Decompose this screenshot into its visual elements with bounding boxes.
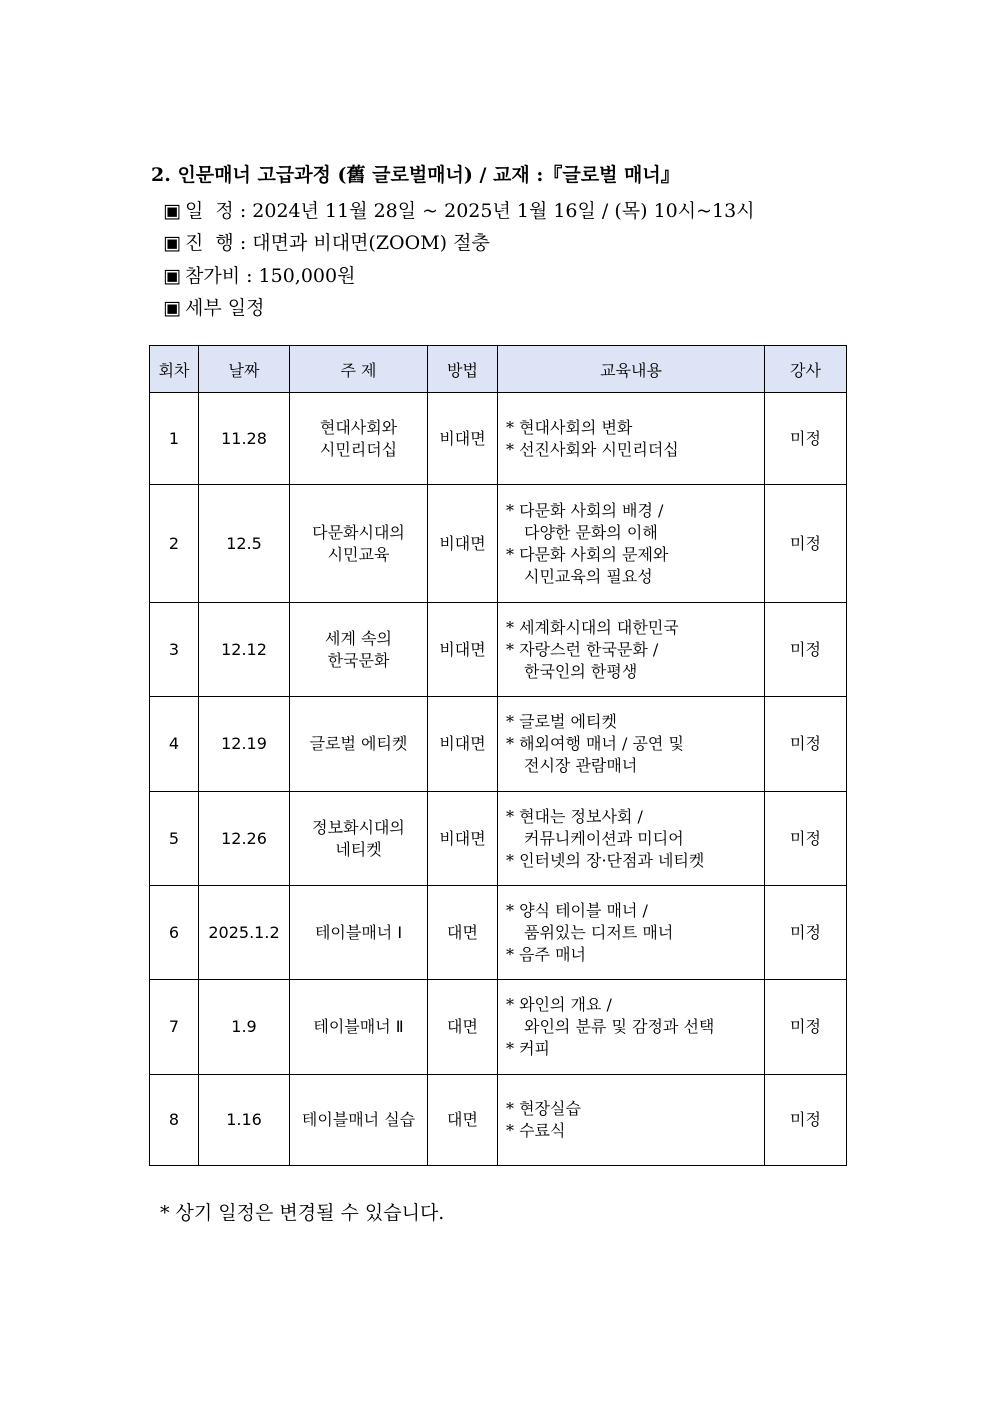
table-row: [150, 603, 847, 697]
table-row: [150, 1075, 847, 1166]
asterisk-bullet: *: [506, 1099, 514, 1118]
schedule-table: [149, 345, 847, 1166]
content-text: 다양한 문화의 이해: [524, 522, 658, 542]
content-item: [506, 994, 764, 1038]
content-cell: [498, 886, 765, 980]
content-item: [506, 711, 764, 733]
topic-line: 한국문화: [327, 650, 390, 670]
content-text: 다문화 사회의 문제와: [519, 544, 669, 564]
content-item: [506, 850, 764, 872]
square-bullet-icon: ▣: [163, 200, 181, 222]
content-cell: [498, 980, 765, 1075]
header-method: 방법: [428, 346, 498, 393]
session-cell: 4: [150, 697, 199, 792]
info-detail: [163, 293, 264, 320]
table-row: [150, 697, 847, 792]
method-cell: 비대면: [428, 603, 498, 697]
method-cell: 대면: [428, 1075, 498, 1166]
asterisk-bullet: *: [506, 1121, 514, 1140]
content-cell: [498, 485, 765, 603]
asterisk-bullet: *: [506, 639, 514, 659]
asterisk-bullet: *: [506, 995, 514, 1014]
content-item: [506, 500, 764, 544]
content-cell: [498, 1075, 765, 1166]
instructor-cell: 미정: [765, 697, 847, 792]
header-topic: 주 제: [290, 346, 428, 393]
content-text: 선진사회와 시민리더십: [519, 439, 679, 459]
header-date: 날짜: [199, 346, 290, 393]
footnote: * 상기 일정은 변경될 수 있습니다.: [160, 1202, 445, 1224]
topic-line: 글로벌 에티켓: [309, 734, 408, 753]
content-text: 글로벌 에티켓: [519, 712, 617, 731]
content-item: [506, 439, 764, 461]
topic-line: 네티켓: [335, 839, 382, 859]
asterisk-bullet: *: [506, 417, 514, 437]
content-text: 현대는 정보사회 /: [519, 806, 643, 826]
info-detail-text: 세부 일정: [185, 297, 265, 319]
topic-line: 시민교육: [327, 544, 390, 564]
content-text: 시민교육의 필요성: [524, 566, 653, 586]
content-item: [506, 417, 764, 439]
content-text: 와인의 분류 및 감정과 선택: [524, 1017, 715, 1036]
date-cell: 12.26: [199, 792, 290, 886]
content-text: 품위있는 디저트 매너: [524, 922, 674, 942]
content-text: 전시장 관람매너: [524, 756, 638, 775]
instructor-cell: 미정: [765, 886, 847, 980]
info-fee: [163, 261, 355, 288]
method-cell: 대면: [428, 980, 498, 1075]
date-cell: 2025.1.2: [199, 886, 290, 980]
topic-cell: [290, 393, 428, 485]
content-text: 양식 테이블 매너 /: [519, 900, 648, 920]
info-progress: [163, 228, 490, 255]
topic-line: 세계 속의: [325, 628, 392, 648]
content-item: [506, 806, 764, 850]
info-fee-text: 참가비 : 150,000원: [185, 265, 356, 287]
topic-line: 테이블매너 Ⅱ: [313, 1017, 404, 1036]
session-cell: 5: [150, 792, 199, 886]
method-cell: 비대면: [428, 393, 498, 485]
content-cell: [498, 792, 765, 886]
asterisk-bullet: *: [506, 734, 514, 753]
content-item: [506, 1038, 764, 1060]
date-cell: 12.5: [199, 485, 290, 603]
asterisk-bullet: *: [506, 712, 514, 731]
topic-line: 테이블매너 실습: [301, 1110, 416, 1129]
content-text: 한국인의 한평생: [524, 661, 638, 681]
topic-cell: [290, 603, 428, 697]
instructor-cell: 미정: [765, 485, 847, 603]
content-text: 음주 매너: [519, 944, 587, 964]
table-row: [150, 485, 847, 603]
square-bullet-icon: ▣: [163, 297, 181, 319]
topic-cell: [290, 792, 428, 886]
topic-line: 정보화시대의: [312, 817, 405, 837]
square-bullet-icon: ▣: [163, 265, 181, 287]
instructor-cell: 미정: [765, 980, 847, 1075]
topic-cell: [290, 980, 428, 1075]
table-row: [150, 393, 847, 485]
content-text: 커피: [519, 1039, 551, 1058]
topic-cell: [290, 886, 428, 980]
topic-line: 테이블매너 Ⅰ: [314, 922, 403, 942]
session-cell: 7: [150, 980, 199, 1075]
table-row: [150, 980, 847, 1075]
asterisk-bullet: *: [506, 900, 514, 920]
content-cell: [498, 603, 765, 697]
topic-line: 현대사회와: [319, 417, 398, 437]
content-text: 세계화시대의 대한민국: [519, 617, 679, 637]
content-text: 현대사회의 변화: [519, 417, 633, 437]
header-content: 교육내용: [498, 346, 765, 393]
date-cell: 12.19: [199, 697, 290, 792]
asterisk-bullet: *: [506, 806, 514, 826]
instructor-cell: 미정: [765, 393, 847, 485]
content-item: [506, 944, 764, 966]
asterisk-bullet: *: [506, 617, 514, 637]
content-text: 인터넷의 장·단점과 네티켓: [519, 850, 705, 870]
session-cell: 3: [150, 603, 199, 697]
content-item: [506, 1120, 764, 1142]
content-text: 현장실습: [519, 1099, 581, 1118]
topic-cell: [290, 1075, 428, 1166]
topic-cell: [290, 485, 428, 603]
method-cell: 비대면: [428, 792, 498, 886]
section-title: 2. 인문매너 고급과정 (舊 글로벌매너) / 교재 :『글로벌 매너』: [151, 164, 680, 186]
content-cell: [498, 393, 765, 485]
asterisk-bullet: *: [506, 850, 514, 870]
method-cell: 대면: [428, 886, 498, 980]
asterisk-bullet: *: [506, 1039, 514, 1058]
asterisk-bullet: *: [506, 500, 514, 520]
asterisk-bullet: *: [506, 544, 514, 564]
date-cell: 1.9: [199, 980, 290, 1075]
date-cell: 1.16: [199, 1075, 290, 1166]
content-cell: [498, 697, 765, 792]
content-item: [506, 900, 764, 944]
table-row: [150, 886, 847, 980]
method-cell: 비대면: [428, 485, 498, 603]
header-session: 회차: [150, 346, 199, 393]
asterisk-bullet: *: [506, 439, 514, 459]
date-cell: 12.12: [199, 603, 290, 697]
content-item: [506, 1098, 764, 1120]
instructor-cell: 미정: [765, 1075, 847, 1166]
info-schedule: [163, 196, 755, 223]
content-text: 수료식: [519, 1121, 566, 1140]
content-text: 해외여행 매너 / 공연 및: [519, 734, 684, 753]
content-item: [506, 733, 764, 777]
table-header-row: [150, 346, 847, 393]
content-text: 커뮤니케이션과 미디어: [524, 828, 684, 848]
header-instructor: 강사: [765, 346, 847, 393]
table-row: [150, 792, 847, 886]
info-schedule-text: 일 정 : 2024년 11월 28일 ~ 2025년 1월 16일 / (목) 10시~13시: [185, 200, 755, 222]
instructor-cell: 미정: [765, 792, 847, 886]
method-cell: 비대면: [428, 697, 498, 792]
session-cell: 2: [150, 485, 199, 603]
content-text: 와인의 개요 /: [519, 995, 612, 1014]
topic-cell: [290, 697, 428, 792]
content-text: 다문화 사회의 배경 /: [519, 500, 664, 520]
asterisk-bullet: *: [506, 944, 514, 964]
info-progress-text: 진 행 : 대면과 비대면(ZOOM) 절충: [185, 232, 490, 254]
date-cell: 11.28: [199, 393, 290, 485]
session-cell: 8: [150, 1075, 199, 1166]
content-item: [506, 544, 764, 588]
content-item: [506, 617, 764, 639]
table-body: [150, 393, 847, 1166]
session-cell: 1: [150, 393, 199, 485]
content-text: 자랑스런 한국문화 /: [519, 639, 659, 659]
topic-line: 다문화시대의: [312, 522, 405, 542]
session-cell: 6: [150, 886, 199, 980]
square-bullet-icon: ▣: [163, 232, 181, 254]
topic-line: 시민리더십: [319, 439, 398, 459]
instructor-cell: 미정: [765, 603, 847, 697]
content-item: [506, 639, 764, 683]
